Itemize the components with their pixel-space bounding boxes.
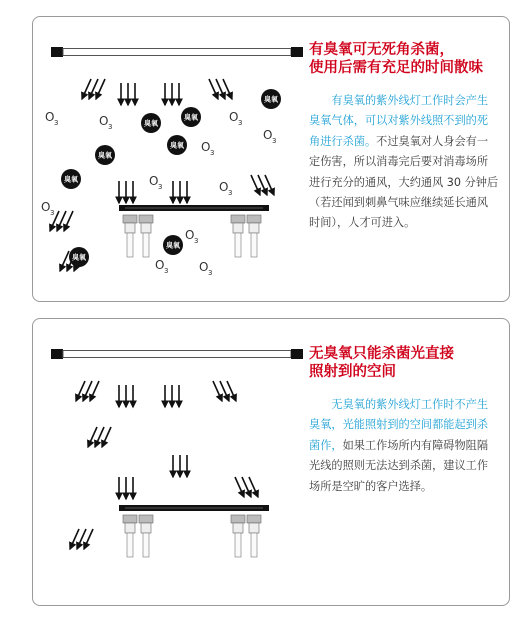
svg-text:O: O [41, 200, 51, 214]
ozone-panel-title [309, 41, 499, 77]
body-text: 如果工作场所内有障碍物阻隔光线的照则无法达到杀菌，建议工作场所是空旷的客户选择。 [309, 438, 489, 493]
svg-text:O: O [263, 128, 273, 142]
ozone-badge-icon [61, 169, 81, 189]
uv-tube-icon [51, 47, 303, 57]
svg-text:臭氧: 臭氧 [98, 151, 112, 160]
svg-text:臭氧: 臭氧 [64, 175, 78, 184]
arrow-down-icon [119, 385, 133, 407]
svg-text:O: O [229, 110, 239, 124]
uv-fixture-icon [119, 505, 269, 557]
ozone-symbol-icon [45, 110, 58, 127]
ozone-badge-icon [167, 135, 187, 155]
svg-text:3: 3 [272, 137, 277, 145]
title-line-2: 使用后需有充足的时间散味 [309, 60, 483, 76]
ozone-symbol-icon [185, 228, 198, 245]
svg-text:O: O [201, 140, 211, 154]
ozone-badges [61, 89, 281, 267]
svg-text:O: O [219, 180, 229, 194]
svg-text:O: O [199, 260, 209, 274]
svg-text:3: 3 [50, 209, 55, 217]
arrow-down-icon [119, 181, 133, 203]
arrow-down-left-icon [70, 529, 93, 549]
body-text: 不过臭氧对人身会有一定伤害，所以消毒完后要对消毒场所进行充分的通风，大约通风 30 分钟后（若还闻到刺鼻气味应继续延长通风时间），人才可进入。 [309, 134, 499, 230]
svg-text:臭氧: 臭氧 [72, 253, 86, 262]
svg-text:臭氧: 臭氧 [166, 241, 180, 250]
ozone-panel-description [309, 91, 499, 234]
svg-text:O: O [45, 110, 55, 124]
svg-text:臭氧: 臭氧 [184, 113, 198, 122]
svg-text:臭氧: 臭氧 [170, 141, 184, 150]
ozone-symbol-icon [155, 258, 168, 275]
title-line-1: 无臭氧只能杀菌光直接 [309, 346, 454, 362]
ozone-panel [32, 16, 510, 302]
svg-text:3: 3 [54, 119, 59, 127]
svg-text:臭氧: 臭氧 [144, 119, 158, 128]
ozone-symbol-icon [199, 260, 212, 277]
arrow-down-left-icon [88, 427, 111, 447]
title-line-1: 有臭氧可无死角杀菌， [309, 42, 454, 58]
ozone-badge-icon [95, 145, 115, 165]
arrow-down-right-icon [213, 381, 236, 401]
svg-text:O: O [185, 228, 195, 242]
arrow-down-right-icon [209, 79, 232, 99]
ozone-illustration [33, 17, 333, 301]
ozone-symbol-icon [219, 180, 232, 197]
arrow-down-icon [173, 455, 187, 477]
svg-text:3: 3 [108, 123, 113, 131]
ozone-badge-icon [181, 107, 201, 127]
title-line-2: 照射到的空间 [309, 364, 396, 380]
no-ozone-panel-description [309, 395, 499, 497]
highlight-text: 无臭氧的紫外线灯工作时不产生臭氧，光能照射到的空间都能起到杀菌作， [309, 398, 489, 452]
svg-text:臭氧: 臭氧 [264, 95, 278, 104]
arrow-down-icon [119, 477, 133, 499]
uv-tube-icon [51, 349, 303, 359]
svg-text:3: 3 [194, 237, 199, 245]
svg-text:3: 3 [228, 189, 233, 197]
arrow-down-icon [165, 385, 179, 407]
no-ozone-panel-title [309, 345, 499, 381]
arrow-down-icon [165, 83, 179, 105]
arrow-down-right-icon [235, 477, 258, 497]
svg-text:O: O [155, 258, 165, 272]
svg-text:3: 3 [158, 183, 163, 191]
ozone-badge-icon [261, 89, 281, 109]
ozone-badge-icon [141, 113, 161, 133]
svg-text:3: 3 [164, 267, 169, 275]
ozone-badge-icon [163, 235, 183, 255]
svg-text:O: O [149, 174, 159, 188]
ozone-symbol-icon [149, 174, 162, 191]
svg-text:3: 3 [238, 119, 243, 127]
arrow-down-icon [173, 181, 187, 203]
ozone-symbol-icon [201, 140, 214, 157]
svg-text:3: 3 [208, 269, 213, 277]
ozone-symbol-icon [41, 200, 54, 217]
no-ozone-illustration [33, 319, 333, 605]
ozone-symbol-icon [229, 110, 242, 127]
arrow-down-left-icon [82, 79, 105, 99]
svg-text:3: 3 [210, 149, 215, 157]
svg-text:O: O [99, 114, 109, 128]
arrow-down-left-icon [76, 381, 99, 401]
highlight-text: 有臭氧的紫外线灯工作时会产生臭氧气体，可以对紫外线照不到的死角进行杀菌。 [309, 94, 489, 148]
ozone-symbol-icon [263, 128, 276, 145]
arrow-down-icon [121, 83, 135, 105]
no-ozone-panel [32, 318, 510, 606]
ozone-badge-icon [69, 247, 89, 267]
ozone-symbol-icon [99, 114, 112, 131]
arrow-down-right-icon [251, 175, 274, 195]
